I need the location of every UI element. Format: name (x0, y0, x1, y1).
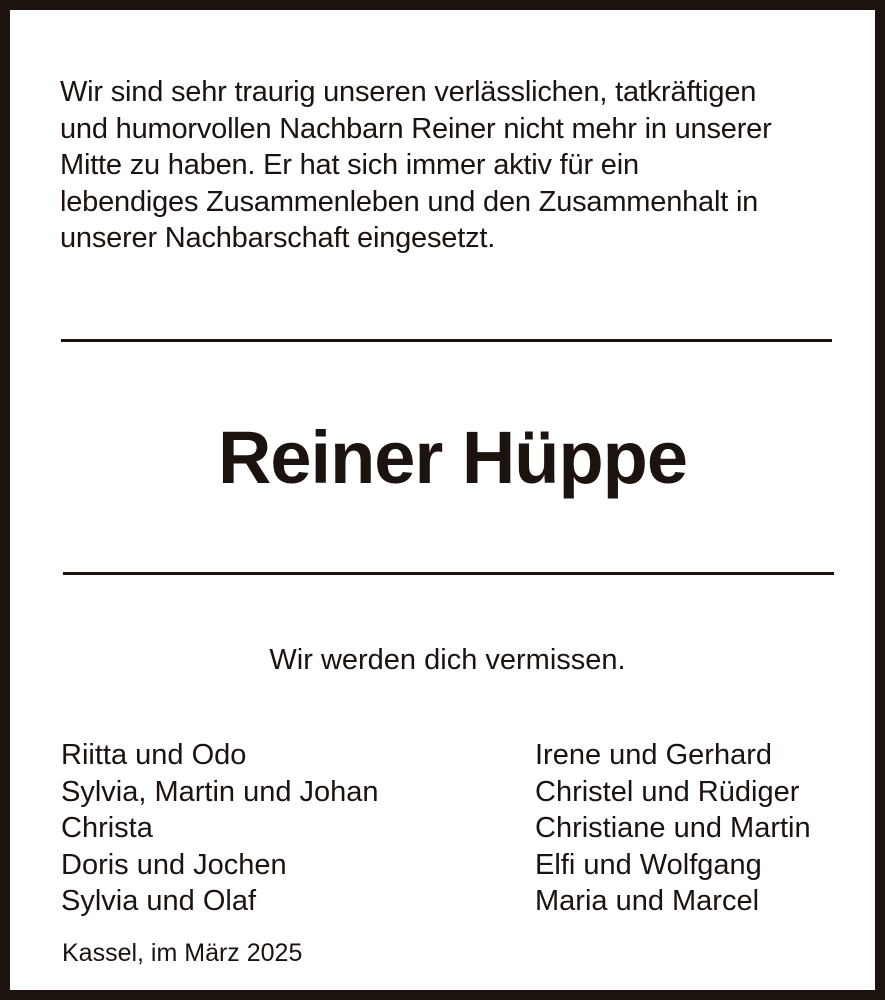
signer: Doris und Jochen (61, 848, 287, 881)
signer: Irene und Gerhard (535, 739, 772, 771)
signer: Elfi und Wolfgang (535, 848, 762, 881)
closing-line: Wir werden dich vermissen. (269, 644, 626, 676)
deceased-name: Reiner Hüppe (217, 416, 688, 499)
divider-top (61, 339, 832, 342)
intro-text (60, 74, 860, 257)
signer: Sylvia und Olaf (61, 885, 257, 918)
signer: Christa (61, 812, 153, 845)
signer: Maria und Marcel (535, 885, 760, 918)
place-date: Kassel, im März 2025 (62, 939, 303, 967)
divider-bottom (63, 572, 834, 575)
intro-line: unserer Nachbarschaft eingesetzt. (60, 222, 496, 254)
intro-line: und humorvollen Nachbarn Reiner nicht mehr in unserer (60, 112, 772, 145)
signer: Sylvia, Martin und Johan (61, 775, 379, 808)
signer: Riitta und Odo (61, 739, 247, 771)
intro-line: lebendiges Zusammenleben und den Zusammenhalt in (60, 185, 759, 218)
signer: Christiane und Martin (535, 812, 811, 845)
intro-line: Wir sind sehr traurig unseren verlässlichen, tatkräftigen (60, 76, 757, 108)
signers-right-column (535, 737, 811, 920)
signers-left-column (61, 737, 379, 920)
intro-line: Mitte zu haben. Er hat sich immer aktiv für ein (60, 149, 639, 181)
signer: Christel und Rüdiger (535, 775, 800, 808)
